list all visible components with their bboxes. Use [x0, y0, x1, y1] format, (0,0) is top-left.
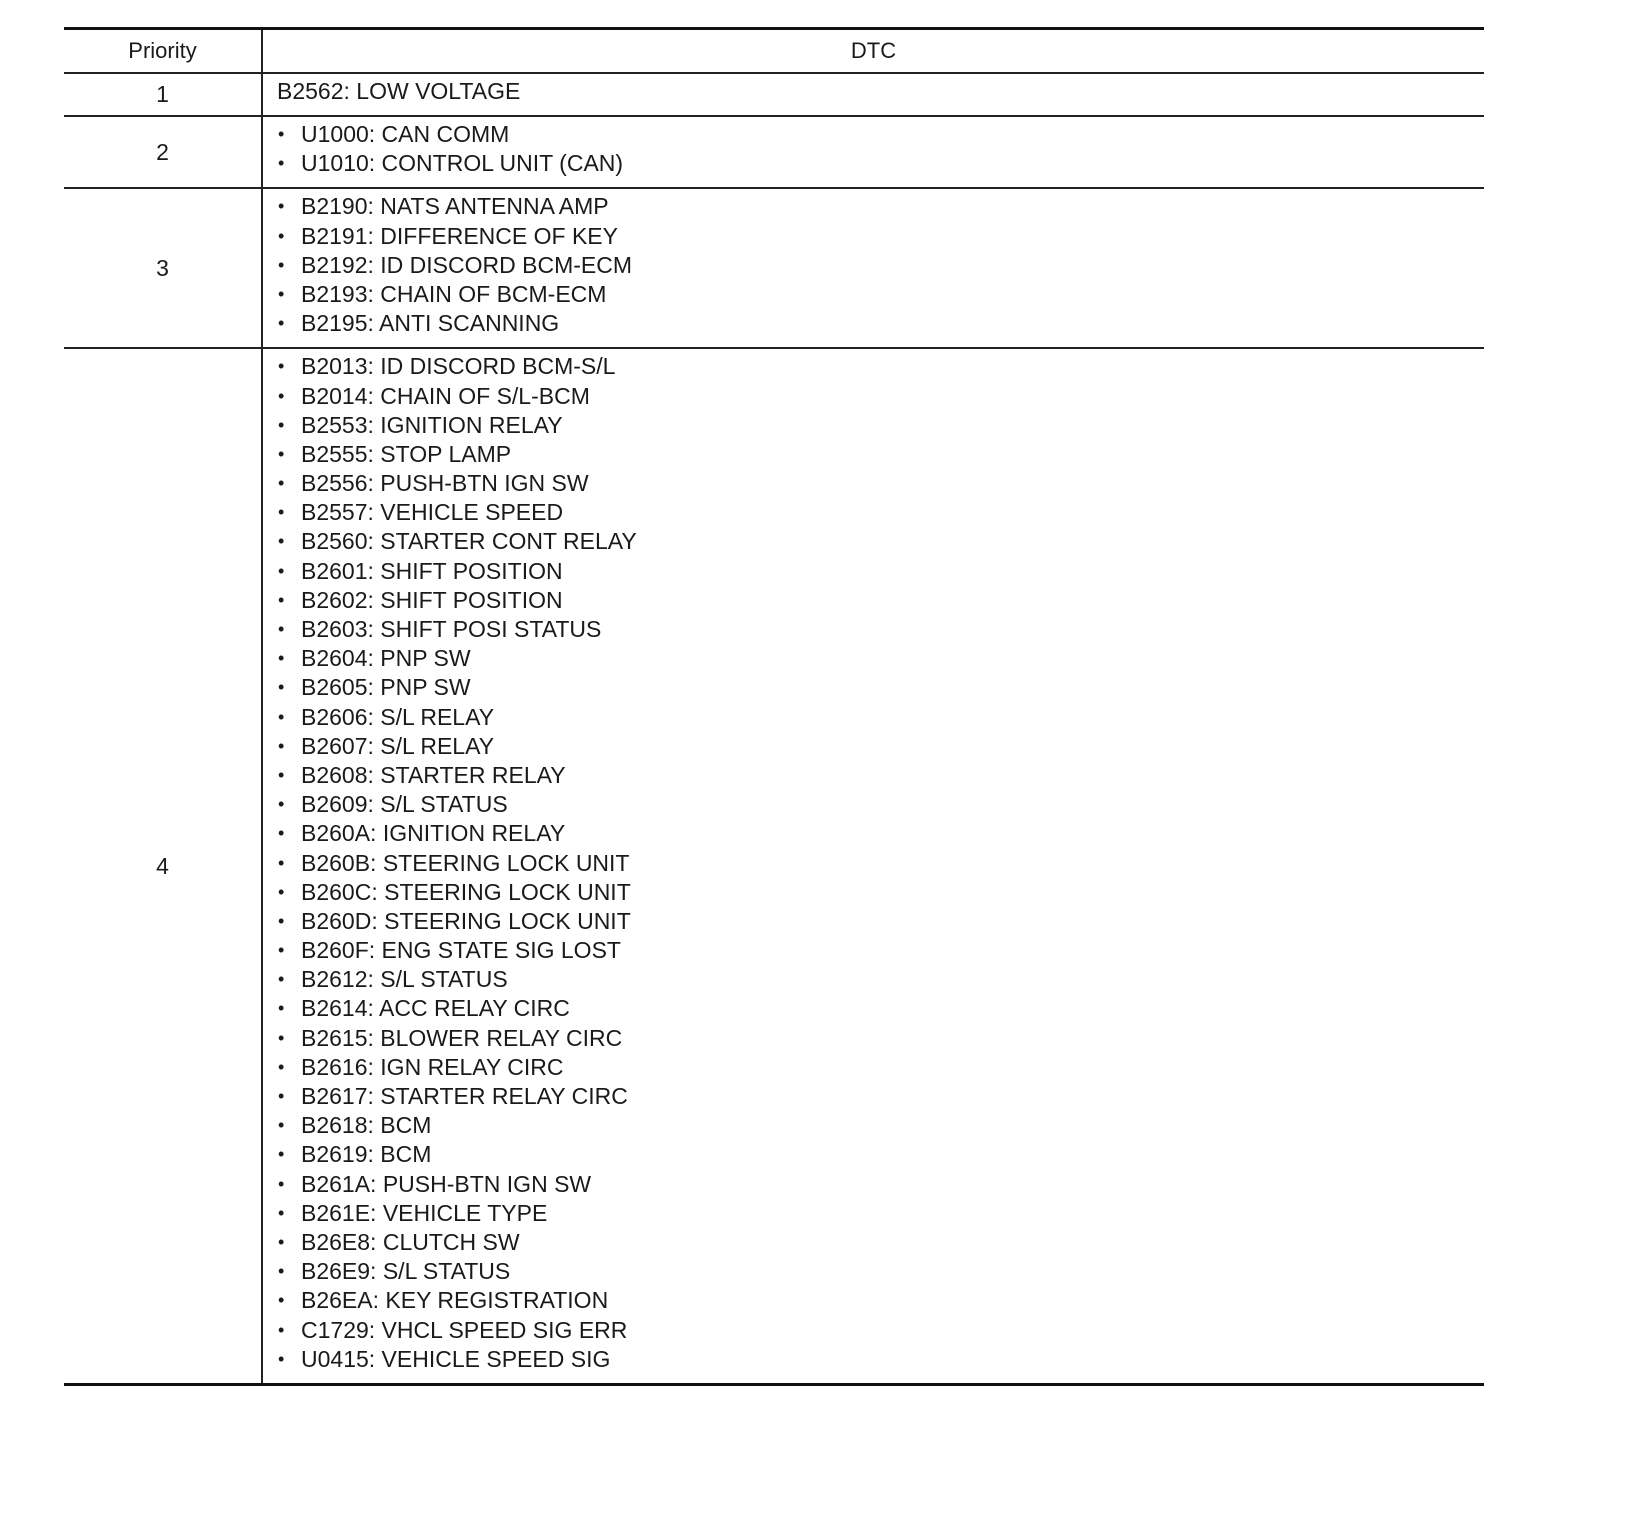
table-header-row [64, 29, 1484, 74]
dtc-list-item: • B2608: STARTER RELAY [263, 761, 1484, 790]
dtc-list-item: • U1010: CONTROL UNIT (CAN) [263, 149, 1484, 178]
dtc-list-item: • B2601: SHIFT POSITION [263, 557, 1484, 586]
dtc-list-item: • B261E: VEHICLE TYPE [263, 1199, 1484, 1228]
dtc-list-item: • B2013: ID DISCORD BCM-S/L [263, 352, 1484, 381]
dtc-list-item: • B2560: STARTER CONT RELAY [263, 527, 1484, 556]
dtc-list-item: • B2612: S/L STATUS [263, 965, 1484, 994]
dtc-list-item: • B26EA: KEY REGISTRATION [263, 1286, 1484, 1315]
dtc-list-item: • B2609: S/L STATUS [263, 790, 1484, 819]
table-row [64, 73, 1484, 116]
dtc-cell [262, 188, 1484, 348]
dtc-list-item: • B26E9: S/L STATUS [263, 1257, 1484, 1286]
dtc-list-item: • B2190: NATS ANTENNA AMP [263, 192, 1484, 221]
dtc-list-item: • B2614: ACC RELAY CIRC [263, 994, 1484, 1023]
dtc-list-item: • B2195: ANTI SCANNING [263, 309, 1484, 338]
dtc-list-item: • B2607: S/L RELAY [263, 732, 1484, 761]
dtc-list-item: • B2555: STOP LAMP [263, 440, 1484, 469]
dtc-list-item: • B2192: ID DISCORD BCM-ECM [263, 251, 1484, 280]
dtc-list [263, 352, 1484, 1374]
dtc-list-item: • B260D: STEERING LOCK UNIT [263, 907, 1484, 936]
dtc-list-item: • B26E8: CLUTCH SW [263, 1228, 1484, 1257]
dtc-list-item: • C1729: VHCL SPEED SIG ERR [263, 1316, 1484, 1345]
dtc-list-item: • B2602: SHIFT POSITION [263, 586, 1484, 615]
dtc-cell [262, 116, 1484, 188]
dtc-list-item: • B261A: PUSH-BTN IGN SW [263, 1170, 1484, 1199]
dtc-list-item: • B260B: STEERING LOCK UNIT [263, 849, 1484, 878]
dtc-list-item: • B2193: CHAIN OF BCM-ECM [263, 280, 1484, 309]
table-row [64, 116, 1484, 188]
priority-column-header: Priority [64, 29, 262, 74]
dtc-list-item: • B2617: STARTER RELAY CIRC [263, 1082, 1484, 1111]
dtc-list-item: • U1000: CAN COMM [263, 120, 1484, 149]
dtc-cell [262, 348, 1484, 1384]
dtc-list-item: • B2553: IGNITION RELAY [263, 411, 1484, 440]
dtc-list-item: • B2616: IGN RELAY CIRC [263, 1053, 1484, 1082]
dtc-list-item: • B2605: PNP SW [263, 673, 1484, 702]
dtc-list-item: • B2557: VEHICLE SPEED [263, 498, 1484, 527]
priority-cell: 2 [64, 116, 262, 188]
dtc-list-item: • B260C: STEERING LOCK UNIT [263, 878, 1484, 907]
priority-cell: 3 [64, 188, 262, 348]
dtc-list [263, 120, 1484, 178]
dtc-list [263, 192, 1484, 338]
table-body [64, 73, 1484, 1384]
table-row [64, 188, 1484, 348]
dtc-list-item: • B2556: PUSH-BTN IGN SW [263, 469, 1484, 498]
dtc-list-item: • B2619: BCM [263, 1140, 1484, 1169]
dtc-list-item: • B2014: CHAIN OF S/L-BCM [263, 382, 1484, 411]
dtc-list-item: • B2604: PNP SW [263, 644, 1484, 673]
dtc-list-item: • B260A: IGNITION RELAY [263, 819, 1484, 848]
dtc-text: B2562: LOW VOLTAGE [277, 78, 521, 104]
dtc-list-item: • B2618: BCM [263, 1111, 1484, 1140]
priority-cell: 4 [64, 348, 262, 1384]
dtc-list-item: • B2615: BLOWER RELAY CIRC [263, 1024, 1484, 1053]
dtc-list-item: • B2606: S/L RELAY [263, 703, 1484, 732]
dtc-column-header: DTC [262, 29, 1484, 74]
dtc-list-item: • B2191: DIFFERENCE OF KEY [263, 222, 1484, 251]
dtc-cell [262, 73, 1484, 116]
priority-cell: 1 [64, 73, 262, 116]
dtc-list-item: • B260F: ENG STATE SIG LOST [263, 936, 1484, 965]
dtc-list-item: • U0415: VEHICLE SPEED SIG [263, 1345, 1484, 1374]
dtc-list-item: • B2603: SHIFT POSI STATUS [263, 615, 1484, 644]
table-row [64, 348, 1484, 1384]
dtc-priority-table [64, 27, 1484, 1386]
